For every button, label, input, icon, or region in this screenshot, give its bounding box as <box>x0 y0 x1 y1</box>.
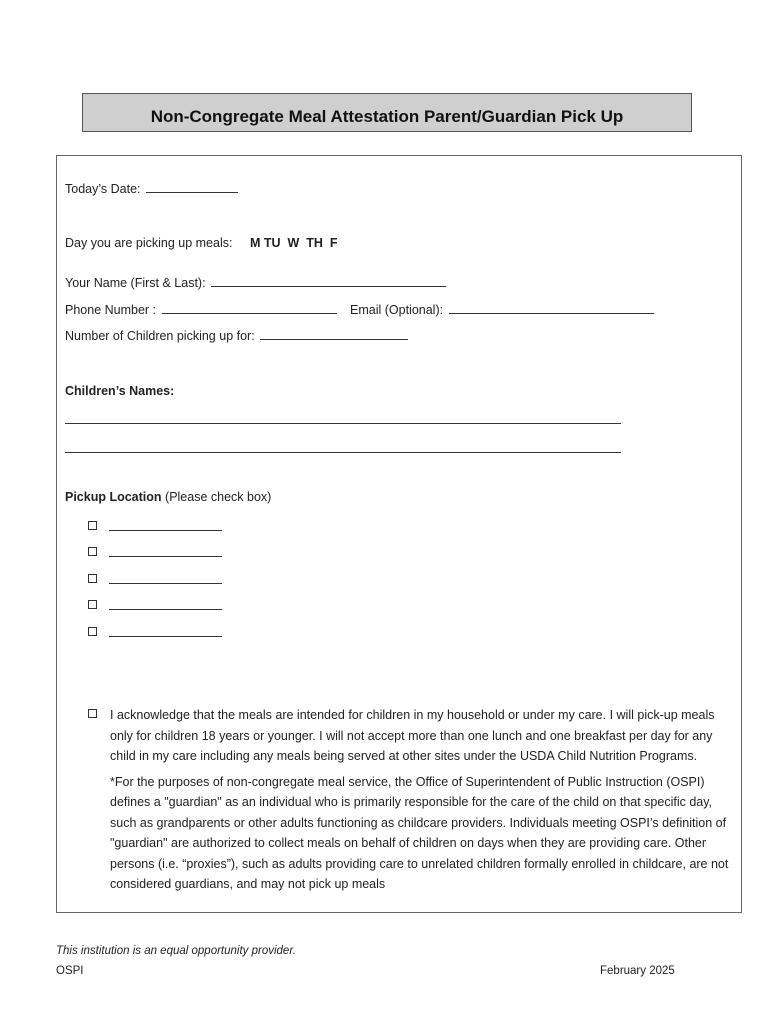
pickup-days-label: Day you are picking up meals: <box>65 236 233 250</box>
pickup-location-note: (Please check box) <box>165 490 272 504</box>
date-row <box>65 182 238 196</box>
children-names-line-1[interactable] <box>65 423 621 424</box>
date-field[interactable] <box>146 191 238 193</box>
children-count-row <box>65 329 408 343</box>
pickup-location-checkbox[interactable] <box>88 574 97 583</box>
pickup-location-option <box>88 546 222 557</box>
equal-opportunity-statement: This institution is an equal opportunity provider. <box>56 945 296 957</box>
pickup-location-option <box>88 599 222 610</box>
acknowledgement-checkbox[interactable] <box>88 709 97 718</box>
pickup-location-option <box>88 520 222 531</box>
acknowledgement-section <box>88 705 733 895</box>
acknowledgement-statement: I acknowledge that the meals are intended for children in my household or under my care. I will pick-up meals only for children 18 years or younger. I will not accept more than one lunch and one breakfast per day for any child in my care including any meals being served at other sites under the USDA Child Nutrition Programs. <box>110 708 715 763</box>
pickup-location-heading <box>65 490 271 504</box>
day-tuesday[interactable]: TU <box>263 236 281 250</box>
day-wednesday[interactable]: W <box>287 236 300 250</box>
name-row <box>65 276 446 290</box>
pickup-location-checkbox[interactable] <box>88 627 97 636</box>
children-count-label: Number of Children picking up for: <box>65 329 255 343</box>
phone-label: Phone Number : <box>65 303 157 317</box>
contact-row <box>65 303 654 317</box>
pickup-days-options <box>250 236 338 250</box>
pickup-location-checkbox[interactable] <box>88 521 97 530</box>
pickup-location-field[interactable] <box>109 626 222 637</box>
footer-org: OSPI <box>56 965 84 977</box>
pickup-location-option <box>88 626 222 637</box>
children-names-label: Children’s Names: <box>65 384 175 398</box>
footer-left <box>56 941 296 981</box>
pickup-location-option <box>88 573 222 584</box>
pickup-location-checkbox[interactable] <box>88 600 97 609</box>
document-title: Non-Congregate Meal Attestation Parent/Guardian Pick Up <box>150 107 624 126</box>
pickup-location-field[interactable] <box>109 599 222 610</box>
day-monday[interactable]: M <box>249 236 261 250</box>
name-field[interactable] <box>211 285 446 287</box>
attestation-form <box>56 155 742 913</box>
pickup-location-label: Pickup Location <box>65 490 162 504</box>
pickup-days-row <box>65 236 338 250</box>
footer-date: February 2025 <box>600 965 675 977</box>
day-thursday[interactable]: TH <box>306 236 323 250</box>
day-friday[interactable]: F <box>329 236 338 250</box>
pickup-location-field[interactable] <box>109 573 222 584</box>
guardian-definition: *For the purposes of non-congregate meal service, the Office of Superintendent of Public Instruction (OSPI) defines a "guardian" as an individual who is primarily responsible for the care of the child on that specific day, such as grandparents or other adults functioning as childcare providers. Individuals meeting OSPI’s definition of "guardian" are authorized to collect meals on behalf of children on days when they are providing care. Other persons (i.e. “proxies”), such as adults providing care to unrelated children formally enrolled in childcare, are not considered guardians, and may not pick up meals <box>110 774 729 891</box>
email-label: Email (Optional): <box>350 303 444 317</box>
name-label: Your Name (First & Last): <box>65 276 206 290</box>
pickup-location-field[interactable] <box>109 520 222 531</box>
date-label: Today’s Date: <box>65 182 141 196</box>
children-names-line-2[interactable] <box>65 452 621 453</box>
pickup-location-checkbox[interactable] <box>88 547 97 556</box>
document-title-box <box>82 93 692 132</box>
email-field[interactable] <box>449 312 654 314</box>
children-count-field[interactable] <box>260 338 408 340</box>
phone-field[interactable] <box>162 312 337 314</box>
pickup-location-field[interactable] <box>109 546 222 557</box>
